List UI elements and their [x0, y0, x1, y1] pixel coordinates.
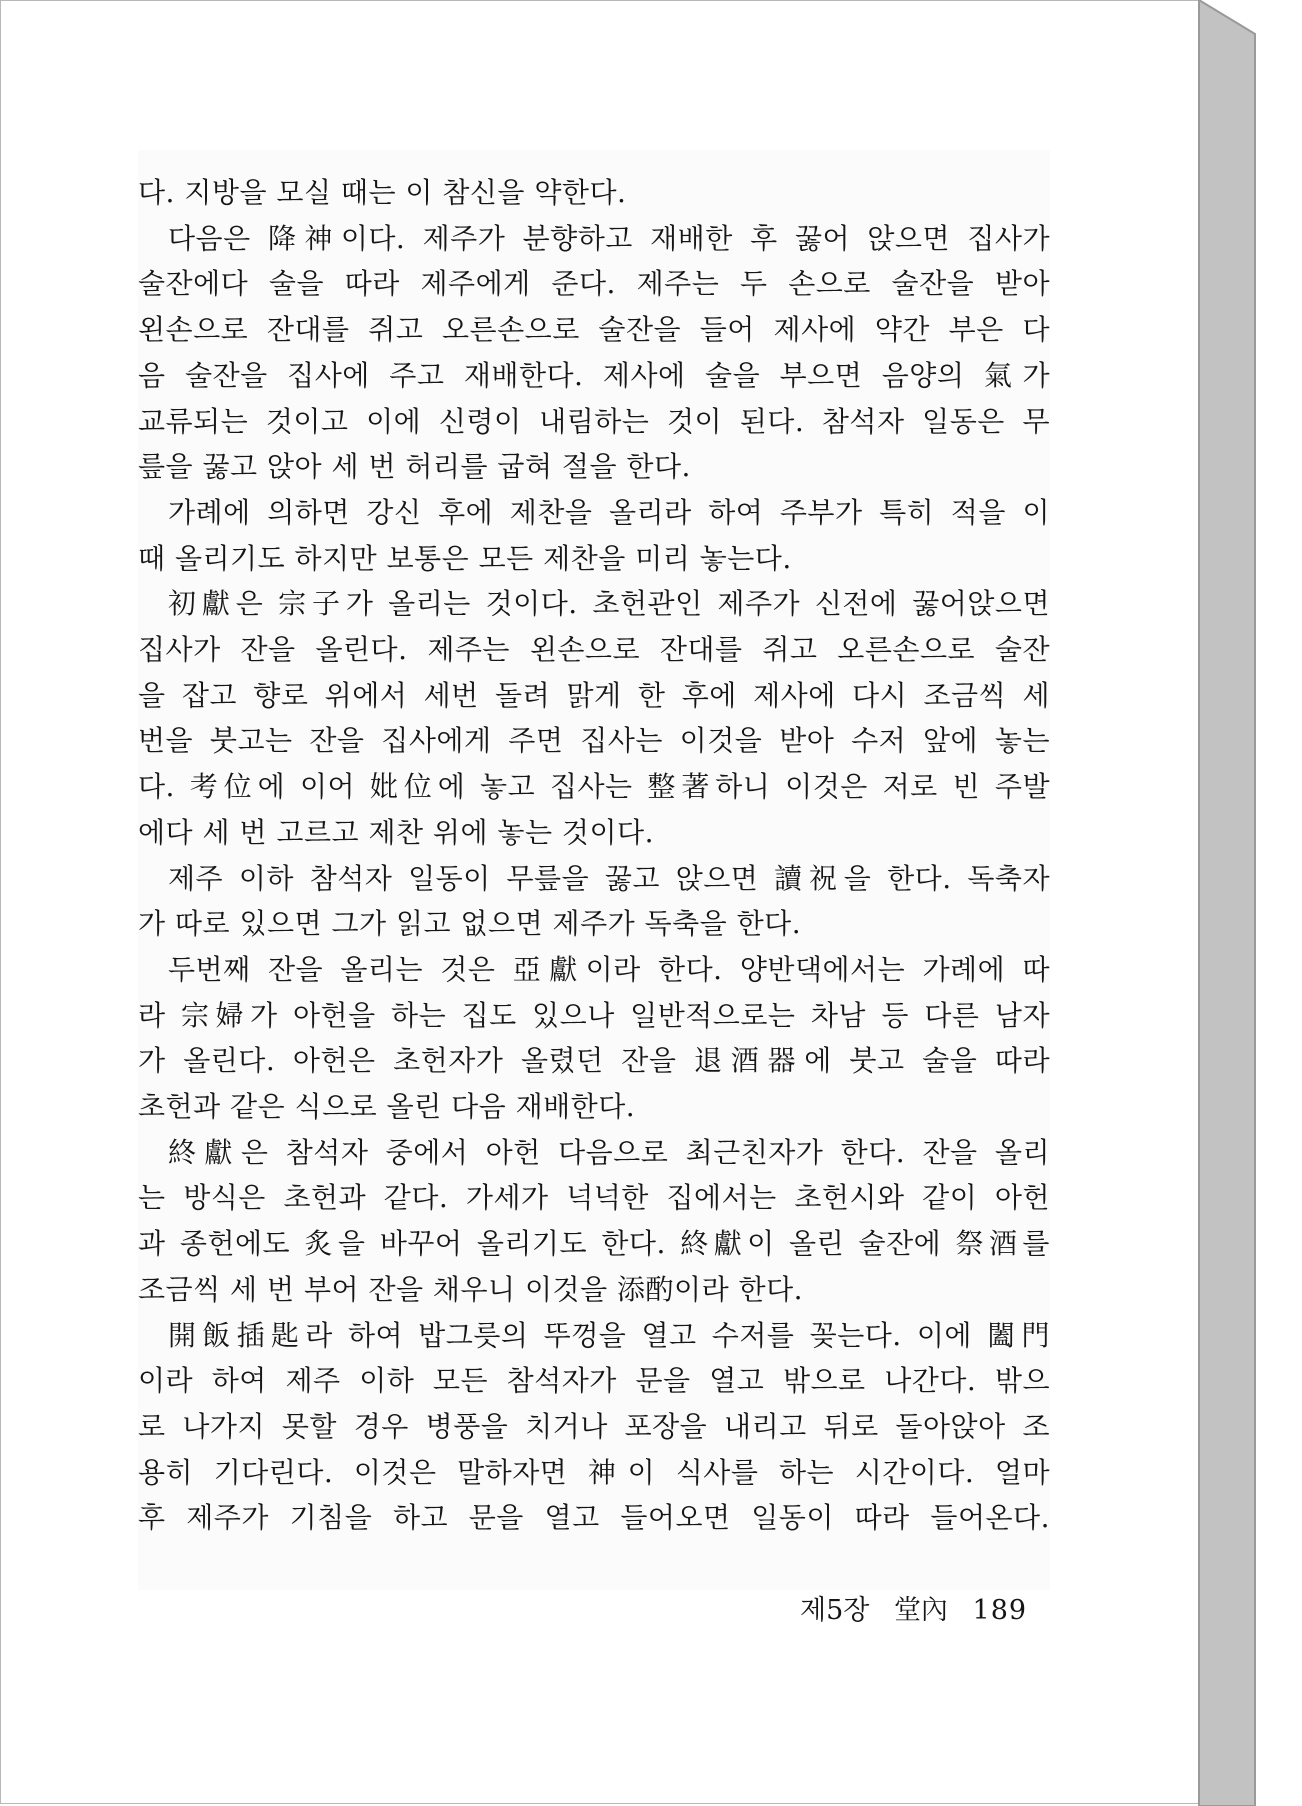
text-line: 술잔에다 술을 따라 제주에게 준다. 제주는 두 손으로 술잔을 받아: [138, 267, 1050, 301]
text-line: 두번째 잔을 올리는 것은 亞獻이라 한다. 양반댁에서는 가례에 따: [168, 952, 1050, 986]
text-line: 가 올린다. 아헌은 초헌자가 올렸던 잔을 退酒器에 붓고 술을 따라: [138, 1044, 1050, 1078]
text-line: 용히 기다린다. 이것은 말하자면 神이 식사를 하는 시간이다. 얼마: [138, 1455, 1050, 1489]
text-line: 開飯插匙라 하여 밥그릇의 뚜껑을 열고 수저를 꽂는다. 이에 闔門: [168, 1318, 1050, 1352]
text-line: 집사가 잔을 올린다. 제주는 왼손으로 잔대를 쥐고 오른손으로 술잔: [138, 633, 1050, 666]
text-line: 에다 세 번 고르고 제찬 위에 놓는 것이다.: [138, 815, 654, 849]
text-line: 번을 붓고는 잔을 집사에게 주면 집사는 이것을 받아 수저 앞에 놓는: [138, 724, 1050, 758]
section-title: 堂內: [893, 1595, 948, 1626]
text-line: 다. 지방을 모실 때는 이 참신을 약한다.: [138, 176, 627, 209]
text-line: 제주 이하 참석자 일동이 무릎을 꿇고 앉으면 讀祝을 한다. 독축자: [168, 861, 1050, 895]
text-line: 로 나가지 못할 경우 병풍을 치거나 포장을 내리고 뒤로 돌아앉아 조: [138, 1409, 1050, 1443]
text-line: 조금씩 세 번 부어 잔을 채우니 이것을 添酌이라 한다.: [138, 1272, 804, 1306]
text-line: 후 제주가 기침을 하고 문을 열고 들어오면 일동이 따라 들어온다.: [138, 1501, 1050, 1535]
body-text: [138, 150, 1050, 1590]
text-line: 이라 하여 제주 이하 모든 참석자가 문을 열고 밖으로 나간다. 밖으: [138, 1364, 1050, 1398]
text-line: 초헌과 같은 식으로 올린 다음 재배한다.: [138, 1090, 636, 1123]
text-line: 교류되는 것이고 이에 신령이 내림하는 것이 된다. 참석자 일동은 무: [138, 404, 1050, 438]
text-line: 을 잡고 향로 위에서 세번 돌려 맑게 한 후에 제사에 다시 조금씩 세: [138, 678, 1050, 712]
text-line: 初獻은 宗子가 올리는 것이다. 초헌관인 제주가 신전에 꿇어앉으면: [168, 587, 1050, 621]
text-line: 가례에 의하면 강신 후에 제찬을 올리라 하여 주부가 특히 적을 이: [168, 495, 1050, 529]
text-line: 음 술잔을 집사에 주고 재배한다. 제사에 술을 부으면 음양의 氣가: [138, 358, 1050, 392]
page-number: 189: [972, 1595, 1028, 1626]
running-footer: [800, 1588, 1030, 1627]
chapter-label: 제5장: [800, 1595, 870, 1626]
text-line: 라 宗婦가 아헌을 하는 집도 있으나 일반적으로는 차남 등 다른 남자: [138, 998, 1050, 1032]
text-line: 때 올리기도 하지만 보통은 모든 제찬을 미리 놓는다.: [138, 541, 792, 575]
text-line: 다. 考位에 이어 妣位에 놓고 집사는 整著하니 이것은 저로 빈 주발: [138, 770, 1050, 804]
text-line: 다음은 降神이다. 제주가 분향하고 재배한 후 꿇어 앉으면 집사가: [168, 221, 1050, 255]
text-line: 는 방식은 초헌과 같다. 가세가 넉넉한 집에서는 초헌시와 같이 아헌: [138, 1181, 1050, 1215]
text-line: 왼손으로 잔대를 쥐고 오른손으로 술잔을 들어 제사에 약간 부은 다: [138, 313, 1050, 347]
text-line: 終獻은 참석자 중에서 아헌 다음으로 최근친자가 한다. 잔을 올리: [168, 1135, 1050, 1169]
text-line: 릎을 꿇고 앉아 세 번 허리를 굽혀 절을 한다.: [138, 450, 691, 484]
text-line: 과 종헌에도 炙을 바꾸어 올리기도 한다. 終獻이 올린 술잔에 祭酒를: [138, 1227, 1050, 1261]
text-line: 가 따로 있으면 그가 읽고 없으면 제주가 독축을 한다.: [138, 907, 802, 941]
